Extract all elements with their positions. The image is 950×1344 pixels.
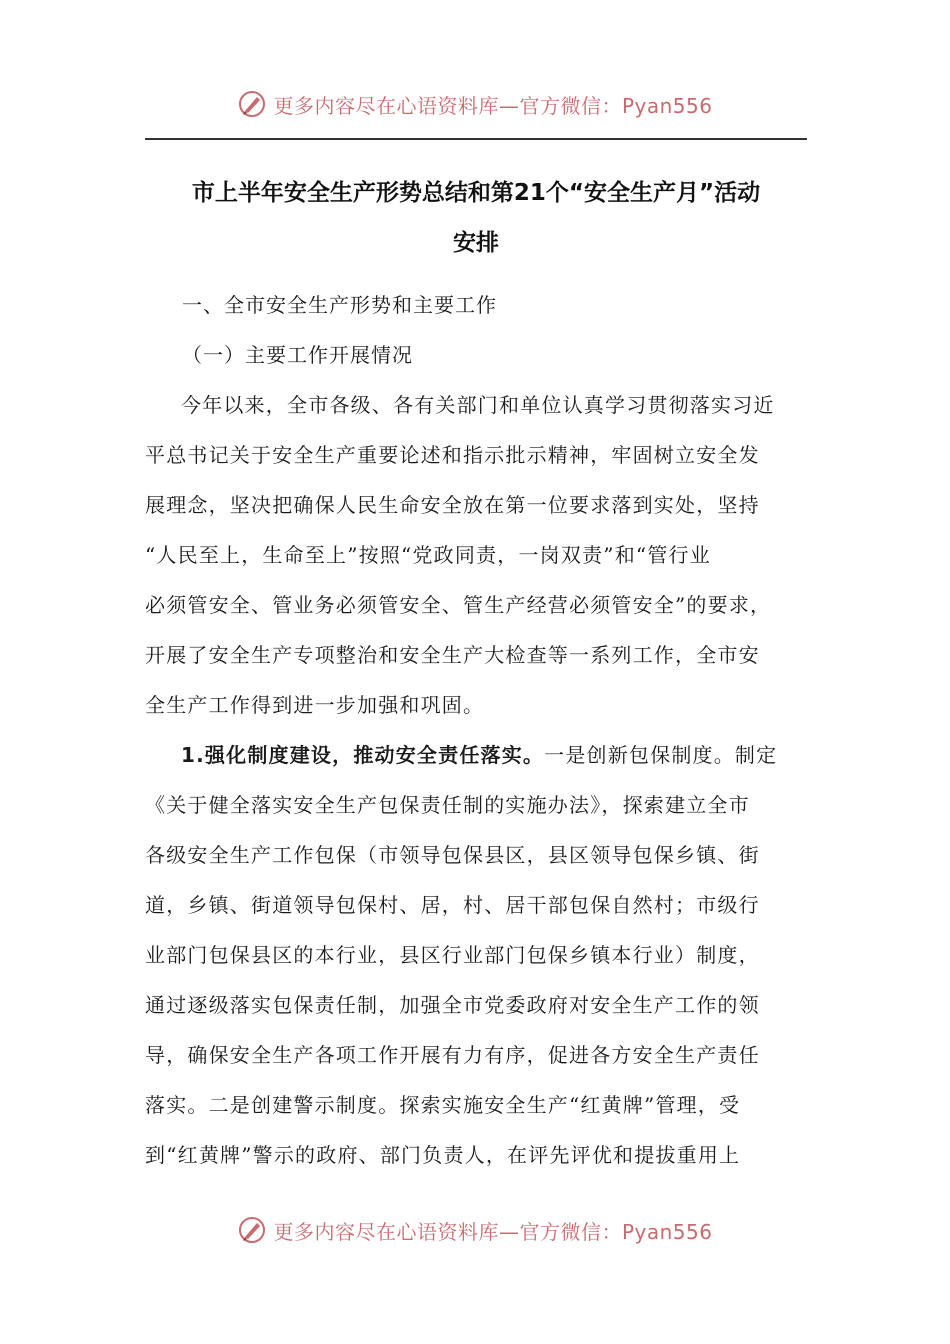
watermark-text: 更多内容尽在心语资料库—官方微信：Pyan556 [273, 93, 713, 118]
watermark-text: 更多内容尽在心语资料库—官方微信：Pyan556 [273, 1219, 713, 1244]
document-title-line-2: 安排 [453, 230, 499, 256]
paragraph-line: 导，确保安全生产各项工作开展有力有序，促进各方安全生产责任 [145, 1043, 760, 1067]
document-title [145, 168, 807, 268]
paragraph-line: 必须管安全、管业务必须管安全、管生产经营必须管安全”的要求， [145, 593, 772, 617]
paragraph-line: 开展了安全生产专项整治和安全生产大检查等一系列工作，全市安 [145, 643, 760, 667]
watermark-header [0, 84, 950, 124]
watermark-footer [0, 1210, 950, 1250]
paragraph-line: 道，乡镇、街道领导包保村、居，村、居干部包保自然村；市级行 [145, 893, 760, 917]
pen-logo-icon [237, 1215, 267, 1245]
document-title-line-1: 市上半年安全生产形势总结和第21个“安全生产月”活动 [191, 180, 761, 206]
paragraph-line: 落实。二是创建警示制度。探索实施安全生产“红黄牌”管理，受 [145, 1093, 741, 1117]
paragraph-line: 今年以来，全市各级、各有关部门和单位认真学习贯彻落实习近 [181, 393, 775, 417]
paragraph-line: 展理念，坚决把确保人民生命安全放在第一位要求落到实处，坚持 [145, 493, 760, 517]
paragraph-first-line [145, 730, 807, 780]
section-heading: 一、全市安全生产形势和主要工作 [182, 293, 497, 317]
pen-logo-icon [237, 89, 267, 119]
paragraph-line: 到“红黄牌”警示的政府、部门负责人，在评先评优和提拔重用上 [145, 1143, 741, 1167]
paragraph-line: 业部门包保县区的本行业，县区行业部门包保乡镇本行业）制度， [145, 943, 760, 967]
header-divider [145, 138, 807, 140]
paragraph-lead-text: 一是创新包保制度。制定 [544, 743, 778, 767]
paragraph-line: “人民至上，生命至上”按照“党政同责，一岗双责”和“管行业 [145, 543, 711, 567]
paragraph-line: 各级安全生产工作包保（市领导包保县区，县区领导包保乡镇、街 [145, 843, 760, 867]
paragraph-line: 平总书记关于安全生产重要论述和指示批示精神，牢固树立安全发 [145, 443, 760, 467]
paragraph-1 [145, 380, 807, 730]
subsection-heading: （一）主要工作开展情况 [182, 343, 413, 367]
paragraph-line: 《关于健全落实安全生产包保责任制的实施办法》，探索建立全市 [145, 793, 750, 817]
paragraph-2 [145, 730, 807, 1180]
paragraph-line: 全生产工作得到进一步加强和巩固。 [145, 693, 485, 717]
paragraph-lead-heading: 1.强化制度建设，推动安全责任落实。 [181, 743, 545, 767]
paragraph-line: 通过逐级落实包保责任制，加强全市党委政府对安全生产工作的领 [145, 993, 760, 1017]
